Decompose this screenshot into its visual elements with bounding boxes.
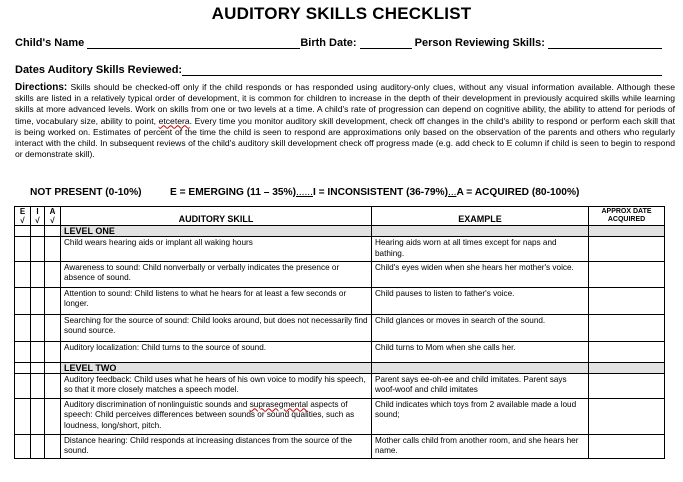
directions-misspelled-word: etcetera <box>158 115 190 126</box>
check-e-cell[interactable] <box>15 341 31 362</box>
directions-text: Skills should be checked-off only if the child responds or has responded using auditory-only clues, without any visual information available. Although these skills are listed in a relatively typical order of development, it is common for children to increase in the depth of their development in previously acquired skills while learning skills at more advanced levels. Work on skills from one or two levels at a time. A child's rate of progression can depend on cognitive ability, the ability to attend for periods of time, vocabulary size, ability to point, <box>15 82 675 126</box>
directions-label: Directions: <box>15 82 68 93</box>
table-row <box>15 261 665 287</box>
child-info-row <box>15 37 662 49</box>
date-cell[interactable] <box>589 237 665 261</box>
check-i-cell[interactable] <box>31 237 45 261</box>
directions-text-end: . Every time you monitor auditory skill development, check off changes in the child's ability to respond or perform each skill that is being worked on. Estimates of percent of the time the child is seen to respond are approximations only based on the observation of the parents and others who regularly interact with the child. In subsequent reviews of the child's auditory skill development check off progress made (e.g. add check to E column if child is seen to begin to respond or demonstrate skill). <box>15 115 675 160</box>
skills-table <box>14 206 665 459</box>
check-e-cell[interactable] <box>15 373 31 398</box>
example-cell: Mother calls child from another room, and she hears her name. <box>372 434 589 458</box>
table-row <box>15 373 665 398</box>
skill-cell: Searching for the source of sound: Child looks around, but does not necessarily find sound source. <box>61 314 372 341</box>
legend-emerging: E = EMERGING (11 – 35%) <box>170 187 296 198</box>
skill-cell: Auditory discrimination of nonlinguistic sounds and suprasegmental aspects of speech: Child perceives differences between sounds or sound qualities, such as loudness, long/short, pitch. <box>61 398 372 434</box>
legend-separator-2: ... <box>447 187 457 198</box>
directions-paragraph <box>15 82 675 160</box>
legend-inconsistent: I = INCONSISTENT (36-79%) <box>312 187 448 198</box>
table-row <box>15 287 665 314</box>
check-a-cell[interactable] <box>45 398 61 434</box>
check-a-cell[interactable] <box>45 287 61 314</box>
check-i-cell[interactable] <box>31 341 45 362</box>
check-a-cell[interactable] <box>45 373 61 398</box>
dates-reviewed-label: Dates Auditory Skills Reviewed: <box>15 64 183 76</box>
person-reviewing-label: Person Reviewing Skills: <box>414 37 545 49</box>
example-cell: Child pauses to listen to father's voice. <box>372 287 589 314</box>
date-cell[interactable] <box>589 287 665 314</box>
column-a-header: A √ <box>45 207 61 226</box>
date-cell[interactable] <box>589 434 665 458</box>
check-i-cell[interactable] <box>31 398 45 434</box>
level-two-row <box>15 362 665 373</box>
legend-separator-1: ...... <box>295 187 313 198</box>
check-e-cell[interactable] <box>15 314 31 341</box>
check-i-cell[interactable] <box>31 261 45 287</box>
level-two-label: LEVEL TWO <box>61 362 372 373</box>
child-name-label: Child's Name <box>15 37 85 49</box>
legend-acquired: A = ACQUIRED (80-100%) <box>456 187 580 198</box>
rating-legend <box>30 187 670 198</box>
table-row <box>15 398 665 434</box>
person-reviewing-field[interactable] <box>548 48 662 49</box>
check-e-cell[interactable] <box>15 398 31 434</box>
date-acquired-header: APPROX DATE ACQUIRED <box>589 207 665 226</box>
legend-not-present: NOT PRESENT (0-10%) <box>30 187 142 198</box>
date-cell[interactable] <box>589 373 665 398</box>
check-i-cell[interactable] <box>31 314 45 341</box>
misspelled-word: suprasegmental <box>249 399 308 409</box>
example-cell: Child glances or moves in search of the sound. <box>372 314 589 341</box>
birth-date-label: Birth Date: <box>300 37 357 49</box>
check-e-cell[interactable] <box>15 261 31 287</box>
table-row <box>15 237 665 261</box>
check-a-cell[interactable] <box>45 434 61 458</box>
example-header: EXAMPLE <box>372 207 589 226</box>
example-cell: Child indicates which toys from 2 available made a loud sound; <box>372 398 589 434</box>
check-a-cell[interactable] <box>45 314 61 341</box>
date-cell[interactable] <box>589 261 665 287</box>
date-cell[interactable] <box>589 398 665 434</box>
example-cell: Child's eyes widen when she hears her mother's voice. <box>372 261 589 287</box>
birth-date-field[interactable] <box>360 48 412 49</box>
skill-cell: Distance hearing: Child responds at increasing distances from the source of the sound. <box>61 434 372 458</box>
check-a-cell[interactable] <box>45 237 61 261</box>
table-row <box>15 341 665 362</box>
table-row <box>15 434 665 458</box>
example-cell: Child turns to Mom when she calls her. <box>372 341 589 362</box>
check-e-cell[interactable] <box>15 237 31 261</box>
check-a-cell[interactable] <box>45 341 61 362</box>
column-e-header: E √ <box>15 207 31 226</box>
example-cell: Hearing aids worn at all times except for naps and bathing. <box>372 237 589 261</box>
table-header-row <box>15 207 665 226</box>
page-title: AUDITORY SKILLS CHECKLIST <box>211 4 472 23</box>
date-cell[interactable] <box>589 314 665 341</box>
skill-cell: Attention to sound: Child listens to what he hears for at least a few seconds or longer. <box>61 287 372 314</box>
table-row <box>15 314 665 341</box>
skill-cell: Child wears hearing aids or implant all waking hours <box>61 237 372 261</box>
check-e-cell[interactable] <box>15 287 31 314</box>
check-a-cell[interactable] <box>45 261 61 287</box>
check-i-cell[interactable] <box>31 434 45 458</box>
date-cell[interactable] <box>589 341 665 362</box>
dates-reviewed-row <box>15 64 662 76</box>
check-i-cell[interactable] <box>31 287 45 314</box>
check-i-cell[interactable] <box>31 373 45 398</box>
child-name-field[interactable] <box>87 48 300 49</box>
check-e-cell[interactable] <box>15 434 31 458</box>
dates-reviewed-field[interactable] <box>182 75 662 76</box>
level-one-row <box>15 226 665 237</box>
column-i-header: I √ <box>31 207 45 226</box>
example-cell: Parent says ee-oh-ee and child imitates. Parent says woof-woof and child imitates <box>372 373 589 398</box>
skill-cell: Awareness to sound: Child nonverbally or verbally indicates the presence or absence of sound. <box>61 261 372 287</box>
level-one-label: LEVEL ONE <box>61 226 372 237</box>
auditory-skill-header: AUDITORY SKILL <box>61 207 372 226</box>
skill-cell: Auditory feedback: Child uses what he hears of his own voice to modify his speech, so that it more closely matches a speech model. <box>61 373 372 398</box>
skill-cell: Auditory localization: Child turns to the source of sound. <box>61 341 372 362</box>
